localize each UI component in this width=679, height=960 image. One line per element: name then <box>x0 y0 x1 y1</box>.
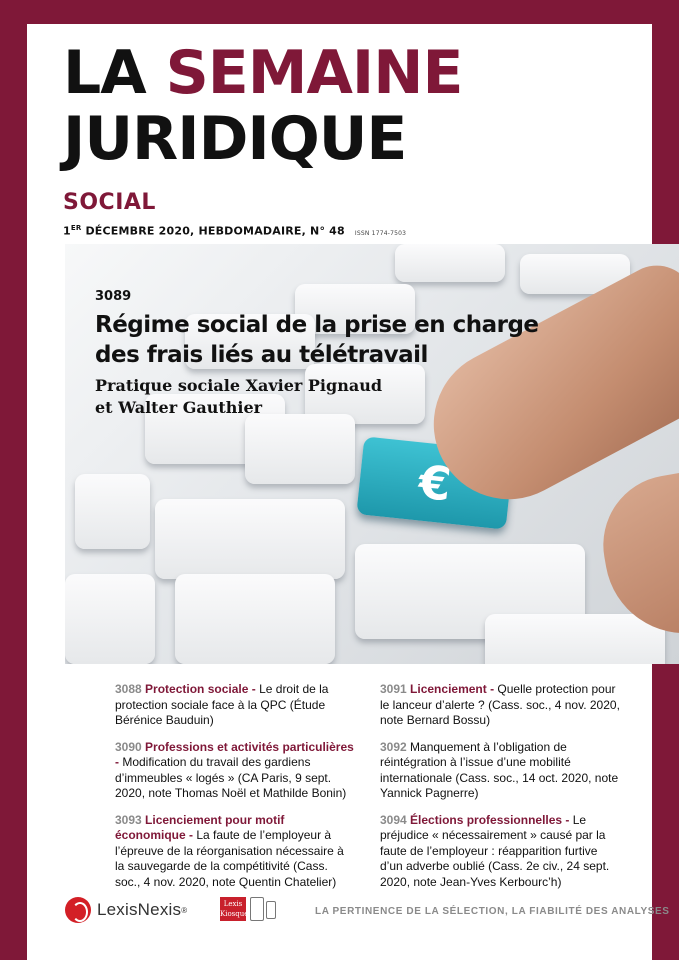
issue-line <box>63 224 406 238</box>
toc-number: 3090 <box>115 739 142 754</box>
tagline: LA PERTINENCE DE LA SÉLECTION, LA FIABILITÉ DES ANALYSES <box>315 906 670 917</box>
toc-heading: Professions et activités particulières - <box>115 739 354 769</box>
keyboard-key <box>155 499 345 579</box>
toc-text: La faute de l’employeur à l’épreuve de la réorganisation nécessaire à la sauvegarde de la compétitivité (Cass. soc., 4 nov. 2020, note Quentin Chatelier) <box>115 828 344 889</box>
publisher-name: LexisNexis <box>97 900 182 919</box>
toc-number: 3092 <box>380 739 407 754</box>
tablet-icon <box>250 897 264 921</box>
toc-item[interactable] <box>115 682 355 729</box>
toc-text: Quelle protection pour le lanceur d’alerte ? (Cass. soc., 4 nov. 2020, note Bernard Bossu) <box>380 682 620 727</box>
toc-number: 3088 <box>115 682 142 696</box>
cover-article-authors: Pratique sociale Xavier Pignaud et Walter Gauthier <box>95 376 383 417</box>
toc-number: 3093 <box>115 812 142 827</box>
masthead-line-2: JURIDIQUE <box>63 104 407 174</box>
keyboard-key-eject <box>75 474 150 549</box>
toc-text: Le droit de la protection sociale face à la QPC (Étude Bérénice Bauduin) <box>115 682 329 727</box>
toc-number: 3094 <box>380 812 407 827</box>
registered-mark: ® <box>181 905 188 915</box>
toc-item[interactable] <box>380 682 620 729</box>
issue-day: 1 <box>63 224 71 238</box>
masthead-line-1 <box>63 40 563 106</box>
toc-item[interactable] <box>115 813 355 891</box>
keyboard-key <box>65 574 155 664</box>
keyboard-key <box>485 614 665 664</box>
cover-photo <box>65 244 679 664</box>
toc-item[interactable] <box>380 813 620 891</box>
masthead <box>63 40 563 172</box>
toc-column-left <box>115 682 355 901</box>
keyboard-key-fn <box>245 414 355 484</box>
devices-icon <box>250 897 276 921</box>
toc-item[interactable] <box>115 740 355 802</box>
lexisnexis-logo-icon <box>65 897 91 923</box>
masthead-word-semaine: SEMAINE <box>165 38 463 108</box>
kiosque-top-label: Lexis <box>223 900 243 908</box>
kiosque-bottom-label: Kiosque <box>220 910 249 918</box>
toc-text: Modification du travail des gardiens d’immeubles « logés » (CA Paris, 9 sept. 2020, note Thomas Noël et Mathilde Bonin) <box>115 755 347 800</box>
masthead-word-la: LA <box>63 38 166 108</box>
publisher-logo[interactable] <box>65 897 187 923</box>
phone-icon <box>266 901 276 919</box>
issue-day-suffix: ER <box>70 224 82 232</box>
kiosque-badge[interactable] <box>220 897 249 921</box>
toc-text: Le préjudice « nécessairement » causé par la faute de l’employeur : réapparition furtive d’un adverbe oublié (Cass. 2e civ., 24 sept. 2020, note Jean-Yves Kerbourc’h) <box>380 812 610 889</box>
toc-column-right <box>380 682 620 901</box>
cover-article-title: Régime social de la prise en charge des frais liés au télétravail <box>95 312 539 368</box>
cover-article-number: 3089 <box>95 289 132 304</box>
keyboard-key <box>175 574 335 664</box>
issn: ISSN 1774-7503 <box>354 229 407 237</box>
euro-icon: € <box>416 454 454 512</box>
section-label: SOCIAL <box>63 190 156 215</box>
keyboard-key <box>395 244 505 282</box>
toc-number: 3091 <box>380 682 407 696</box>
toc-heading: Licenciement pour motif économique - <box>115 812 285 842</box>
toc-text: Manquement à l’obligation de réintégration à l’issue d’une mobilité internationale (Cass. soc., 14 oct. 2020, note Yannick Pagnerre) <box>380 739 619 800</box>
toc-heading: Protection sociale - <box>145 682 256 696</box>
toc-heading: Élections professionnelles - <box>410 812 570 827</box>
toc-item[interactable] <box>380 740 620 802</box>
toc-heading: Licenciement - <box>410 682 495 696</box>
issue-details: DÉCEMBRE 2020, HEBDOMADAIRE, N° 48 <box>81 224 345 238</box>
